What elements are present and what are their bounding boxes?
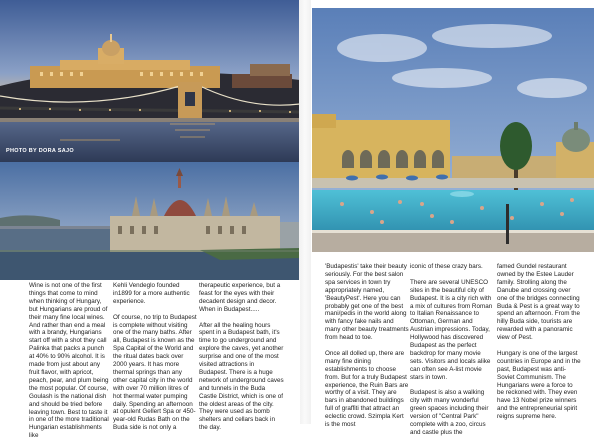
paragraph: therapeutic experience, but a feast for the eyes with their decadent design and decor. When in Budapest..... [199,282,281,313]
left-column-1 [29,282,111,440]
right-column-3 [497,263,581,421]
parliament-photo [0,162,300,280]
paragraph: Kehli Vendeglo founded in1899 for a more authentic experience. [113,282,190,305]
paragraph: Of course, no trip to Budapest is complete without visiting one of the many baths. After all, Budapest is known as the Spa Capital of the World and the ritual dates back over 2000 years. It has more thermal springs than any other capital city in the world with over 70 million litres of hot thermal water pumping daily. Spending an afternoon at opulent Gellert Spa or 450-year-old Rudas Bath on the Buda side is not only a [113,313,197,432]
paragraph: 'Budapestis' take their beauty seriously. For the best salon spa services in town try appropriately named, 'BeautyPest'. Here you can probably get one of the best mani/pedis in the world along with fancy fake nails and many other beauty treatments from head to toe. [325,263,409,342]
left-column-2 [113,282,197,432]
paragraph: Budapest is also a walking city with many wonderful green spaces including their version of "Central Park" complete with a zoo, circus and castle plus the [410,389,489,436]
paragraph: After all the healing hours spent in a Budapest bath, it's time to go underground and explore the caves, yet another surprise and one of the most visited attractions in Budapest. There is a huge network of underground caves and tunnels in the Buda Castle District, which is one of the oldest areas of the city. They were used as bomb shelters and cellars back in the day. [199,321,284,432]
paragraph: There are several UNESCO sites in the beautiful city of Budapest. It is a city rich with a mix of cultures from Roman to Italian Renaissance to Ottoman, German and Austrian impressions. Today, Hollywood has discovered Budapest as the perfect backdrop for many movie sets. Visitors and locals alike can often see A-list movie stars in town. [410,278,493,381]
paragraph: iconic of these crazy bars. [410,263,483,270]
paragraph: Once all dolled up, there are many fine dining establishments to choose from. But for a truly Budapest experience, the Ruin Bars are worthy of a visit. They are bars in abandoned buildings full of graffiti that attract an eclectic crowd. Szimpla Kert is the most [325,349,409,429]
photo-credit: PHOTO BY DORA SAJO [6,148,74,154]
right-column-1 [325,263,409,429]
paragraph: Wine is not one of the first things that come to mind when thinking of Hungary, but Hungarians are proud of their many fine local wines. And rather than end a meal with a brandy, Hungarians start off with a shot they call Palinka that packs a punch at 40% to 90% alcohol. It is made from just about any fruit flavor, with apricot, peach, pear, and plum being the most popular. Of course, Goulash is the national dish and should be tried before leaving town. Best to taste it in one of the more traditional Hungarian establishments like [29,282,109,440]
left-page-text [0,280,300,440]
szechenyi-bath-photo [312,8,594,252]
paragraph: famed Gundel restaurant owned by the Estee Lauder family. Strolling along the Danube and crossing over one of the bridges connecting Buda & Pest is a great way to spend an afternoon. From the hilly Buda side, tourists are rewarded with a panoramic view of Pest. [497,263,580,342]
right-column-2 [410,263,494,437]
buda-castle-night-photo [0,0,300,162]
paragraph: Hungary is one of the largest countries in Europe and in the past, Budapest was anti-Soviet Communism. The Hungarians were a force to be reckoned with. They even have 13 Nobel prize winners and the entrepreneurial spirit reigns supreme here. [497,349,581,421]
page-gutter [299,0,311,424]
left-column-3 [199,282,284,432]
